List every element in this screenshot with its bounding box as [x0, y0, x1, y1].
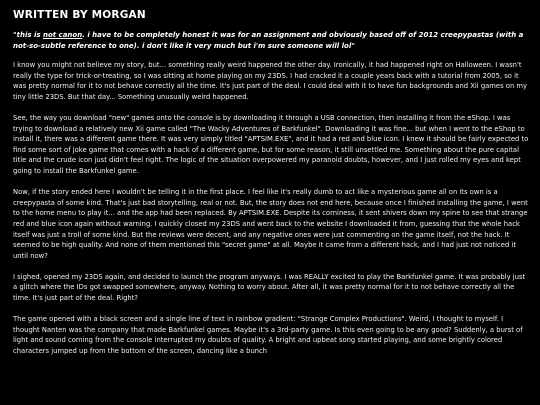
- page-title: WRITTEN BY MORGAN: [13, 9, 146, 21]
- story-page: [13, 8, 529, 367]
- story-paragraph: See, the way you download "new" games onto the console is by downloading it through a USB connection, then installing it from the eShop. I was trying to download a relatively new Xii game called "The Wacky Adventures of Barkfunkel". Downloading it was fine... but when I went to the eShop to install it, there was a different game there. It was very simply titled "APTSIM.EXE", and it had a red and blue icon. I knew it should be fairly expected to find some sort of joke game that comes with a hack of a different game, but for some reason, it still unsettled me. Something about the pure capital title and the crude icon just didn't feel right. The logic of the situation overpowered my paranoid doubts, however, and I just rolled my eyes and kept going to install the Barkfunkel game.: [13, 114, 529, 176]
- author-note: [13, 30, 529, 51]
- story-paragraph: I know you might not believe my story, but... something really weird happened the other day. Ironically, it had happened right on Halloween. I wasn't really the type for trick-or-treating, so I was sitting at home playing on my 23DS. I had cracked it a couple years back with a tutorial from 2005, so it was pretty normal for it to not behave correctly all the time. It's just part of the deal. I could deal with it to have fun backgrounds and Xii games on my tiny little 23DS. But that day... Something unusually weird happened.: [13, 61, 528, 101]
- author-note-rest: . i have to be completely honest it was for an assignment and obviously based off of 2012 creepypastas (with a not-so-subtle reference to one). i don't like it very much but i'm sure someone will lol": [13, 31, 524, 50]
- story-paragraph: I sighed, opened my 23DS again, and decided to launch the program anyways. I was REALLY excited to play the Barkfunkel game. It was probably just a glitch where the IDs got swapped somewhere, anyway. Nothing to worry about. After all, it was pretty normal for it to not behave correctly all the time. It's just part of the deal. Right?: [13, 272, 526, 302]
- story-paragraph: The game opened with a black screen and a single line of text in rainbow gradient: "Strange Complex Productions". Weird, I thought to myself. I thought Nanten was the company that made Barkfunkel games. Maybe it's a 3rd-party game. Is this even going to be any good? Suddenly, a burst of light and sound coming from the console interrupted my doubts of quality. A bright and upbeat song started playing, and some brightly colored characters jumped up from the bottom of the screen, dancing like a bunch: [13, 315, 523, 355]
- author-note-prefix: "this is: [13, 31, 43, 39]
- author-note-underlined: not canon: [42, 31, 83, 39]
- story-paragraph: Now, if the story ended here I wouldn't be telling it in the first place. I feel like it's really dumb to act like a mysterious game all on its own is a creepypasta of some kind. That's just bad storytelling, real or not. But, the story does not end here, because once I finished installing the game, I went to the home menu to play it... and the app had been replaced. By APTSIM.EXE. Despite its corniness, it sent shivers down my spine to see that strange red and blue icon again without warning. I quickly closed my 23DS and went back to the website I downloaded it from, guessing that the whole hack itself was just a troll of some kind. But the reviews were decent, and any negative ones were just commenting on the game itself, not the hack. It seemed to be high quality. And none of them mentioned this "secret game" at all. Maybe it came from a different hack, and I had just not noticed it until now?: [13, 188, 528, 260]
